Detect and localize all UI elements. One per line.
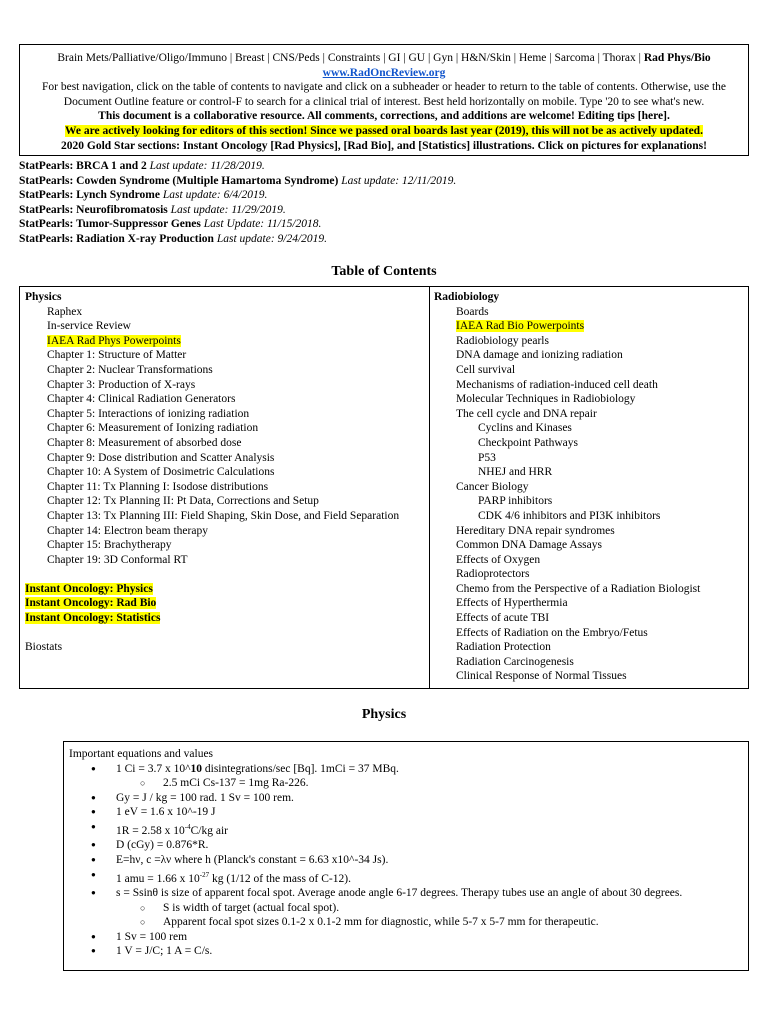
toc-item[interactable]: Chemo from the Perspective of a Radiation Biologist [456,582,701,595]
nav-current-section: Rad Phys/Bio [643,52,711,64]
statpearls-list [19,159,456,247]
statpearls-item: StatPearls: Cowden Syndrome (Multiple Hamartoma Syndrome) Last update: 12/11/2019. [19,174,457,187]
toc-item[interactable]: Chapter 19: 3D Conformal RT [47,553,188,566]
toc-item[interactable]: Chapter 6: Measurement of Ionizing radiation [47,422,259,435]
toc-subitem[interactable]: P53 [478,451,496,464]
toc-item[interactable]: Hereditary DNA repair syndromes [456,524,615,537]
toc-item[interactable]: Raphex [47,305,83,318]
statpearls-item: StatPearls: Tumor-Suppressor Genes Last Update: 11/15/2018. [19,218,322,231]
toc-divider [429,287,430,688]
toc-item[interactable]: Clinical Response of Normal Tissues [456,670,627,683]
nav-link-heme[interactable]: Heme [518,52,547,64]
statpearls-item: StatPearls: Lynch Syndrome Last update: 6/4/2019. [19,189,268,202]
nav-link-gyn[interactable]: Gyn [433,52,453,64]
toc-item[interactable]: In-service Review [47,320,131,333]
toc-table [19,286,749,689]
site-link[interactable]: www.RadOncReview.org [322,66,446,79]
toc-item[interactable]: Chapter 4: Clinical Radiation Generators [47,393,236,406]
toc-item[interactable]: Chapter 2: Nuclear Transformations [47,363,213,376]
equations-box [63,741,749,971]
toc-item[interactable]: Boards [456,305,489,318]
bullet-item: ● 1 amu = 1.66 x $10^{-27}$ kg (1/12 of the mass of C-12). [69,868,682,886]
toc-item[interactable]: Chapter 11: Tx Planning I: Isodose distributions [47,480,269,493]
bullet-item: ● 1R = 2.58 x $10^{-4}C/kg$ air [69,820,682,838]
bullet-item: ● Gy = J / kg = 100 rad. 1 Sv = 100 rem. [69,791,682,806]
statpearls-item: StatPearls: Neurofibromatosis Last update: 11/29/2019. [19,203,286,216]
bullet-item: ● D (cGy) = 0.876*R. [69,838,682,853]
toc-physics-heading[interactable]: Physics [25,291,62,303]
bullet-item: ● 1 eV = 1.6 x 10^-19 J [69,805,682,820]
toc-physics-column [25,290,399,655]
sub-bullet-item: ○ Apparent focal spot sizes 0.1-2 x 0.1-2 mm for diagnostic, while 5-7 x 5-7 mm for therapeutic. [69,915,682,930]
nav-link-sarcoma[interactable]: Sarcoma [554,52,595,64]
toc-item[interactable]: Effects of Hyperthermia [456,597,568,610]
nav-link-breast[interactable]: Breast [235,52,265,64]
toc-item[interactable]: Chapter 15: Brachytherapy [47,539,172,552]
toc-item[interactable]: Radioprotectors [456,568,530,581]
toc-item[interactable]: Chapter 9: Dose distribution and Scatter Analysis [47,451,275,464]
nav-link-gi[interactable]: GI [388,52,401,64]
toc-radiobiology-heading[interactable]: Radiobiology [434,291,500,303]
collab-note: This document is a collaborative resource. All comments, corrections, and additions are welcome! Editing tips [here]. [98,110,670,123]
toc-item[interactable]: Chapter 12: Tx Planning II: Pt Data, Corrections and Setup [47,495,319,508]
toc-item[interactable]: IAEA Rad Bio Powerpoints [456,320,585,333]
toc-item[interactable]: Effects of acute TBI [456,612,550,625]
intro-line-1: For best navigation, click on the table of contents to navigate and click on a subheader or header to return to the table of contents. Otherwise, use the [41,81,727,94]
toc-item[interactable]: Chapter 14: Electron beam therapy [47,524,208,537]
toc-item[interactable]: Cell survival [456,363,516,376]
toc-radiobiology-column [434,290,700,684]
section-nav: Brain Mets/Palliative/Oligo/Immuno | Breast | CNS/Peds | Constraints | GI | GU | Gyn | H&N/Skin | Heme | Sarcoma | Thorax | Rad Phys/Bio [57,52,711,64]
toc-item[interactable]: Cancer Biology [456,480,529,493]
toc-item[interactable]: Effects of Radiation on the Embryo/Fetus [456,626,648,639]
toc-item[interactable]: Radiation Carcinogenesis [456,655,574,668]
toc-item[interactable]: Chapter 3: Production of X-rays [47,378,196,391]
toc-item[interactable]: Molecular Techniques in Radiobiology [456,393,636,406]
bullet-item: ● 1 V = J/C; 1 A = C/s. [69,944,682,959]
toc-item[interactable]: IAEA Rad Phys Powerpoints [47,334,181,347]
toc-subitem[interactable]: NHEJ and HRR [478,466,553,479]
statpearls-item: StatPearls: Radiation X-ray Production Last update: 9/24/2019. [19,232,328,245]
toc-item[interactable]: Common DNA Damage Assays [456,539,602,552]
toc-item[interactable]: DNA damage and ionizing radiation [456,349,623,362]
toc-title: Table of Contents [331,264,437,279]
toc-item[interactable]: Radiobiology pearls [456,334,549,347]
toc-item[interactable]: Chapter 1: Structure of Matter [47,349,187,362]
equations-heading: Important equations and values [69,748,214,760]
toc-instant-radbio[interactable]: Instant Oncology: Rad Bio [25,597,157,610]
gold-star-note: 2020 Gold Star sections: Instant Oncology [Rad Physics], [Rad Bio], and [Statistics] illustrations. Click on pictures for explanations! [61,139,707,152]
toc-item[interactable]: Chapter 5: Interactions of ionizing radiation [47,407,250,420]
bullet-item: ● 1 Sv = 100 rem [69,930,682,945]
nav-link-gu[interactable]: GU [408,52,426,64]
bullet-item: ● s = Ssinθ is size of apparent focal spot. Average anode angle 6-17 degrees. Therapy tubes use an angle of about 30 degrees. [69,886,682,901]
toc-item[interactable]: Mechanisms of radiation-induced cell death [456,378,658,391]
nav-link-brain[interactable]: Brain Mets/Palliative/Oligo/Immuno [57,52,227,64]
toc-item[interactable]: Chapter 13: Tx Planning III: Field Shaping, Skin Dose, and Field Separation [47,509,400,522]
toc-subitem[interactable]: Cyclins and Kinases [478,422,572,435]
toc-instant-statistics[interactable]: Instant Oncology: Statistics [25,612,161,625]
sub-bullet-item: ○ S is width of target (actual focal spot). [69,901,682,916]
toc-item[interactable]: The cell cycle and DNA repair [456,407,597,420]
sub-bullet-item: ○ 2.5 mCi Cs-137 = 1mg Ra-226. [69,776,682,791]
toc-item[interactable]: Chapter 8: Measurement of absorbed dose [47,436,242,449]
toc-subitem[interactable]: CDK 4/6 inhibitors and PI3K inhibitors [478,509,661,522]
editors-note: We are actively looking for editors of this section! Since we passed oral boards last year (2019), this will not be as actively updated. [65,124,703,137]
nav-link-thorax[interactable]: Thorax [602,52,636,64]
statpearls-item: StatPearls: BRCA 1 and 2 Last update: 11/28/2019. [19,160,265,172]
nav-link-cns[interactable]: CNS/Peds [272,52,320,64]
toc-item[interactable]: Radiation Protection [456,641,551,654]
toc-subitem[interactable]: Checkpoint Pathways [478,436,578,449]
bullet-item: ● E=hν, c =λν where h (Planck's constant = 6.63 x10^-34 Js). [69,853,682,868]
physics-section-title[interactable]: Physics [361,707,407,722]
bullet-item: ● 1 Ci = 3.7 x 10^10 disintegrations/sec [Bq]. 1mCi = 37 MBq. [69,762,682,777]
toc-biostats[interactable]: Biostats [25,641,63,654]
toc-item[interactable]: Effects of Oxygen [456,553,541,566]
intro-line-2: Document Outline feature or control-F to search for a clinical trial of interest. Best held horizontally on mobile. Type '20 to see what's new. [63,95,705,108]
nav-link-hn[interactable]: H&N/Skin [461,52,511,64]
nav-link-constraints[interactable]: Constraints [327,52,381,64]
toc-instant-physics[interactable]: Instant Oncology: Physics [25,582,153,595]
toc-subitem[interactable]: PARP inhibitors [478,495,553,508]
toc-item[interactable]: Chapter 10: A System of Dosimetric Calculations [47,466,275,479]
header-box [19,44,749,156]
